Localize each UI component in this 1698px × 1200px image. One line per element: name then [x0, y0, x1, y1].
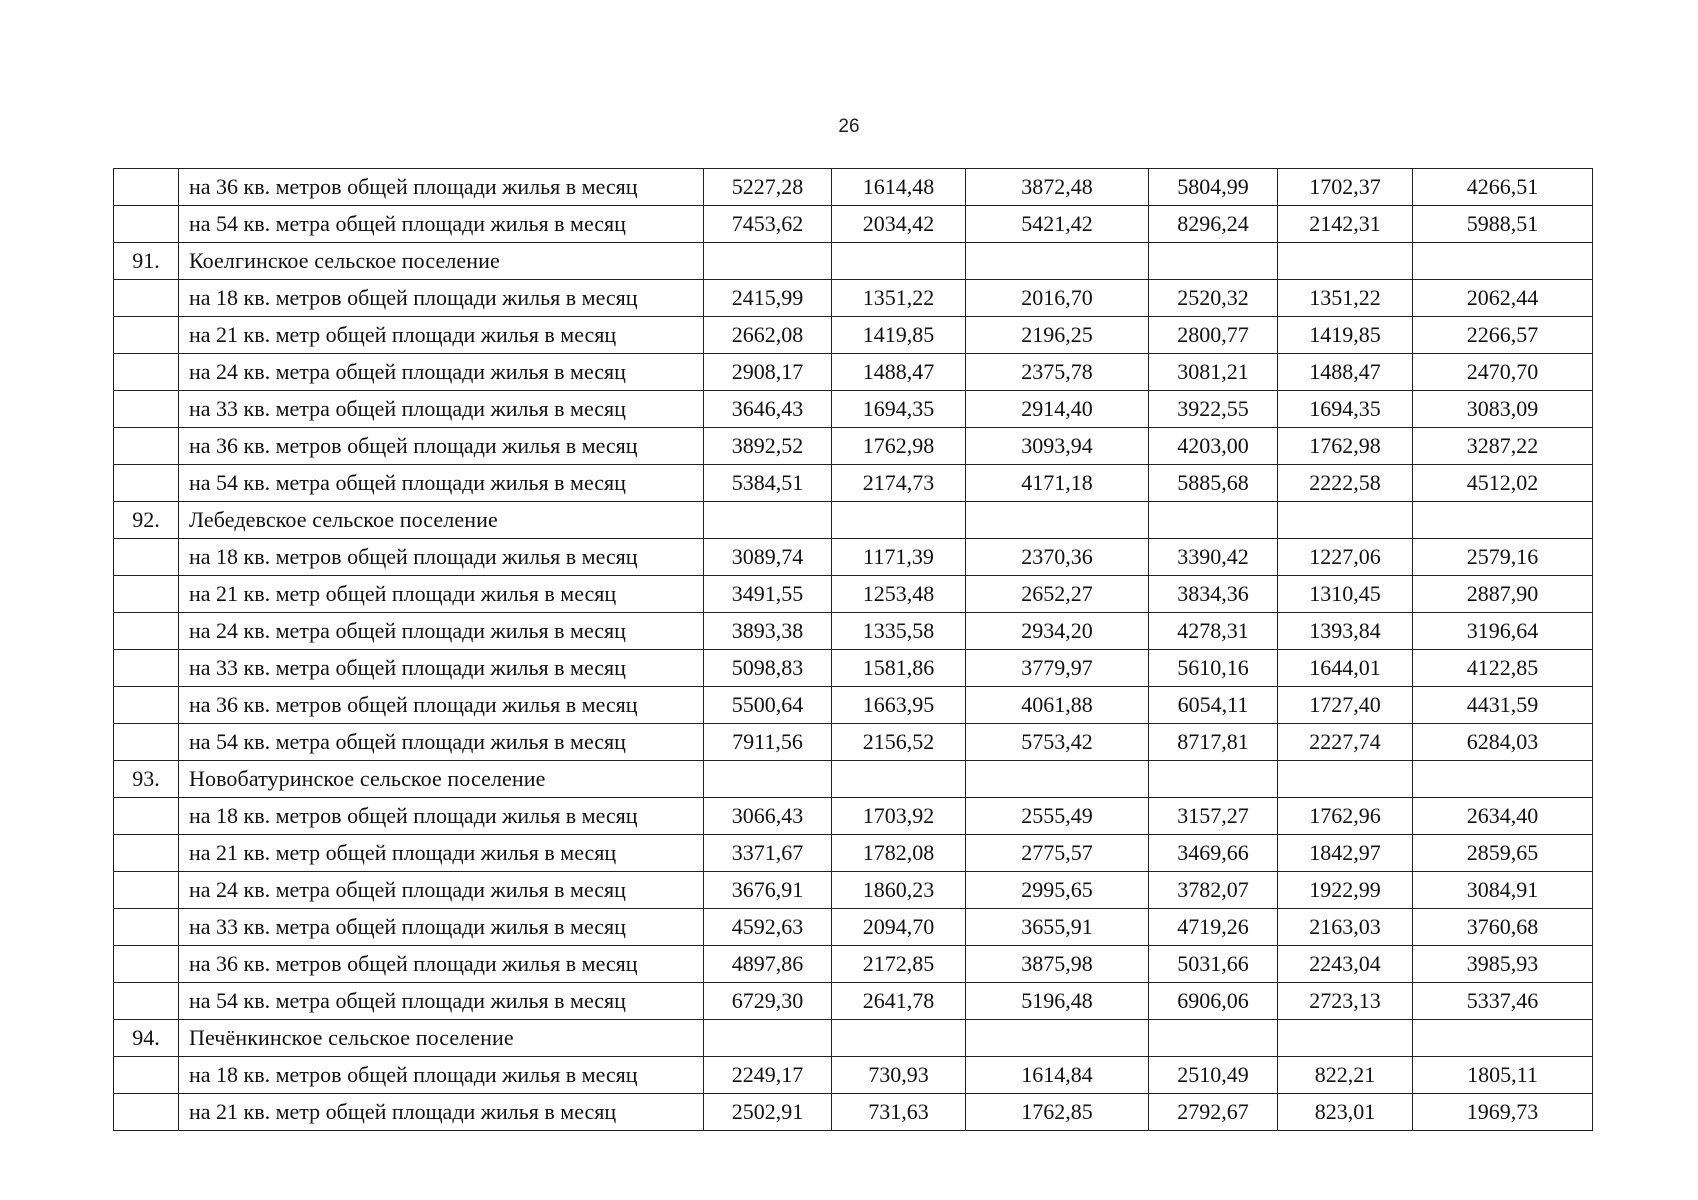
value-cell: 3157,27 [1149, 798, 1278, 835]
value-cell: 2222,58 [1278, 465, 1413, 502]
row-number-cell: 91. [114, 243, 179, 280]
value-cell [966, 761, 1149, 798]
value-cell: 3390,42 [1149, 539, 1278, 576]
value-cell: 2502,91 [704, 1094, 832, 1131]
value-cell [832, 1020, 966, 1057]
value-cell: 2142,31 [1278, 206, 1413, 243]
area-description-cell: на 24 кв. метра общей площади жилья в месяц [179, 354, 704, 391]
value-cell: 8717,81 [1149, 724, 1278, 761]
table-row [114, 983, 1593, 1020]
value-cell: 1694,35 [832, 391, 966, 428]
value-cell: 4171,18 [966, 465, 1149, 502]
value-cell: 2792,67 [1149, 1094, 1278, 1131]
value-cell: 5421,42 [966, 206, 1149, 243]
tariff-table [113, 168, 1593, 1131]
table-row [114, 539, 1593, 576]
value-cell: 4061,88 [966, 687, 1149, 724]
value-cell: 3892,52 [704, 428, 832, 465]
value-cell: 823,01 [1278, 1094, 1413, 1131]
table-row [114, 206, 1593, 243]
row-number-cell: 94. [114, 1020, 179, 1057]
settlement-name-cell: Лебедевское сельское поселение [179, 502, 704, 539]
row-number-cell [114, 539, 179, 576]
value-cell [1413, 243, 1593, 280]
value-cell: 6729,30 [704, 983, 832, 1020]
value-cell: 3872,48 [966, 169, 1149, 206]
table-row [114, 280, 1593, 317]
row-number-cell [114, 909, 179, 946]
value-cell: 822,21 [1278, 1057, 1413, 1094]
value-cell: 1762,96 [1278, 798, 1413, 835]
value-cell [704, 502, 832, 539]
value-cell: 2227,74 [1278, 724, 1413, 761]
value-cell: 2723,13 [1278, 983, 1413, 1020]
value-cell [1413, 502, 1593, 539]
area-description-cell: на 21 кв. метр общей площади жилья в месяц [179, 317, 704, 354]
row-number-cell [114, 798, 179, 835]
value-cell [1413, 761, 1593, 798]
area-description-cell: на 18 кв. метров общей площади жилья в месяц [179, 280, 704, 317]
value-cell: 1694,35 [1278, 391, 1413, 428]
value-cell: 1351,22 [1278, 280, 1413, 317]
row-number-cell: 92. [114, 502, 179, 539]
value-cell [1278, 1020, 1413, 1057]
value-cell: 1644,01 [1278, 650, 1413, 687]
value-cell: 2196,25 [966, 317, 1149, 354]
value-cell: 1488,47 [1278, 354, 1413, 391]
value-cell: 2520,32 [1149, 280, 1278, 317]
value-cell: 5610,16 [1149, 650, 1278, 687]
value-cell: 5804,99 [1149, 169, 1278, 206]
value-cell: 731,63 [832, 1094, 966, 1131]
table-row [114, 1057, 1593, 1094]
value-cell: 3760,68 [1413, 909, 1593, 946]
value-cell: 2470,70 [1413, 354, 1593, 391]
value-cell: 1171,39 [832, 539, 966, 576]
area-description-cell: на 24 кв. метра общей площади жилья в месяц [179, 872, 704, 909]
value-cell: 2579,16 [1413, 539, 1593, 576]
value-cell [966, 243, 1149, 280]
settlement-header-row [114, 1020, 1593, 1057]
value-cell: 4719,26 [1149, 909, 1278, 946]
value-cell: 2034,42 [832, 206, 966, 243]
value-cell: 2914,40 [966, 391, 1149, 428]
value-cell: 1922,99 [1278, 872, 1413, 909]
value-cell: 2662,08 [704, 317, 832, 354]
row-number-cell [114, 1094, 179, 1131]
value-cell: 2859,65 [1413, 835, 1593, 872]
value-cell: 5885,68 [1149, 465, 1278, 502]
row-number-cell [114, 169, 179, 206]
table-row [114, 835, 1593, 872]
value-cell: 1419,85 [1278, 317, 1413, 354]
value-cell: 1969,73 [1413, 1094, 1593, 1131]
row-number-cell [114, 983, 179, 1020]
row-number-cell: 93. [114, 761, 179, 798]
value-cell: 3676,91 [704, 872, 832, 909]
table-row [114, 613, 1593, 650]
value-cell: 3469,66 [1149, 835, 1278, 872]
table-row [114, 428, 1593, 465]
settlement-header-row [114, 243, 1593, 280]
table-row [114, 576, 1593, 613]
value-cell [966, 1020, 1149, 1057]
value-cell [1149, 243, 1278, 280]
settlement-header-row [114, 761, 1593, 798]
table-body [114, 169, 1593, 1131]
value-cell: 1351,22 [832, 280, 966, 317]
area-description-cell: на 18 кв. метров общей площади жилья в месяц [179, 1057, 704, 1094]
value-cell: 2995,65 [966, 872, 1149, 909]
value-cell: 2156,52 [832, 724, 966, 761]
value-cell: 5196,48 [966, 983, 1149, 1020]
row-number-cell [114, 613, 179, 650]
table-row [114, 317, 1593, 354]
value-cell: 3985,93 [1413, 946, 1593, 983]
row-number-cell [114, 687, 179, 724]
value-cell: 3834,36 [1149, 576, 1278, 613]
value-cell [1278, 761, 1413, 798]
value-cell: 2370,36 [966, 539, 1149, 576]
area-description-cell: на 33 кв. метра общей площади жилья в месяц [179, 391, 704, 428]
value-cell [966, 502, 1149, 539]
area-description-cell: на 33 кв. метра общей площади жилья в месяц [179, 650, 704, 687]
area-description-cell: на 18 кв. метров общей площади жилья в месяц [179, 539, 704, 576]
value-cell [832, 761, 966, 798]
value-cell: 1614,48 [832, 169, 966, 206]
row-number-cell [114, 391, 179, 428]
value-cell: 5227,28 [704, 169, 832, 206]
value-cell: 6054,11 [1149, 687, 1278, 724]
value-cell: 4512,02 [1413, 465, 1593, 502]
value-cell: 2016,70 [966, 280, 1149, 317]
value-cell: 2510,49 [1149, 1057, 1278, 1094]
value-cell: 1310,45 [1278, 576, 1413, 613]
value-cell: 8296,24 [1149, 206, 1278, 243]
value-cell: 5500,64 [704, 687, 832, 724]
value-cell: 1663,95 [832, 687, 966, 724]
value-cell [832, 502, 966, 539]
value-cell: 1842,97 [1278, 835, 1413, 872]
value-cell: 3655,91 [966, 909, 1149, 946]
value-cell: 730,93 [832, 1057, 966, 1094]
value-cell: 2062,44 [1413, 280, 1593, 317]
row-number-cell [114, 576, 179, 613]
area-description-cell: на 54 кв. метра общей площади жилья в месяц [179, 465, 704, 502]
value-cell: 2266,57 [1413, 317, 1593, 354]
value-cell: 3084,91 [1413, 872, 1593, 909]
value-cell: 2094,70 [832, 909, 966, 946]
row-number-cell [114, 354, 179, 391]
value-cell [832, 243, 966, 280]
value-cell: 2163,03 [1278, 909, 1413, 946]
value-cell: 1227,06 [1278, 539, 1413, 576]
value-cell: 1702,37 [1278, 169, 1413, 206]
value-cell: 3922,55 [1149, 391, 1278, 428]
row-number-cell [114, 317, 179, 354]
row-number-cell [114, 428, 179, 465]
value-cell: 3779,97 [966, 650, 1149, 687]
area-description-cell: на 36 кв. метров общей площади жилья в месяц [179, 169, 704, 206]
settlement-name-cell: Коелгинское сельское поселение [179, 243, 704, 280]
area-description-cell: на 36 кв. метров общей площади жилья в месяц [179, 687, 704, 724]
value-cell: 1762,85 [966, 1094, 1149, 1131]
row-number-cell [114, 1057, 179, 1094]
value-cell: 2634,40 [1413, 798, 1593, 835]
value-cell: 2415,99 [704, 280, 832, 317]
value-cell: 1614,84 [966, 1057, 1149, 1094]
value-cell: 1782,08 [832, 835, 966, 872]
area-description-cell: на 24 кв. метра общей площади жилья в месяц [179, 613, 704, 650]
table-row [114, 798, 1593, 835]
value-cell: 1762,98 [832, 428, 966, 465]
value-cell: 1762,98 [1278, 428, 1413, 465]
value-cell: 1488,47 [832, 354, 966, 391]
value-cell [1413, 1020, 1593, 1057]
value-cell: 1805,11 [1413, 1057, 1593, 1094]
value-cell: 4266,51 [1413, 169, 1593, 206]
table-row [114, 1094, 1593, 1131]
value-cell: 5753,42 [966, 724, 1149, 761]
row-number-cell [114, 835, 179, 872]
value-cell [1149, 761, 1278, 798]
value-cell: 1335,58 [832, 613, 966, 650]
value-cell: 5098,83 [704, 650, 832, 687]
value-cell: 2641,78 [832, 983, 966, 1020]
row-number-cell [114, 280, 179, 317]
value-cell: 3196,64 [1413, 613, 1593, 650]
value-cell: 2800,77 [1149, 317, 1278, 354]
value-cell: 3491,55 [704, 576, 832, 613]
value-cell: 5988,51 [1413, 206, 1593, 243]
area-description-cell: на 21 кв. метр общей площади жилья в месяц [179, 835, 704, 872]
settlement-name-cell: Новобатуринское сельское поселение [179, 761, 704, 798]
value-cell: 1253,48 [832, 576, 966, 613]
value-cell [704, 1020, 832, 1057]
table-row [114, 872, 1593, 909]
value-cell: 3093,94 [966, 428, 1149, 465]
value-cell: 3893,38 [704, 613, 832, 650]
value-cell: 4897,86 [704, 946, 832, 983]
value-cell: 3089,74 [704, 539, 832, 576]
value-cell [1149, 502, 1278, 539]
row-number-cell [114, 946, 179, 983]
value-cell: 4592,63 [704, 909, 832, 946]
value-cell: 2652,27 [966, 576, 1149, 613]
row-number-cell [114, 724, 179, 761]
value-cell: 2775,57 [966, 835, 1149, 872]
value-cell: 1703,92 [832, 798, 966, 835]
table-row [114, 391, 1593, 428]
row-number-cell [114, 206, 179, 243]
value-cell: 2243,04 [1278, 946, 1413, 983]
value-cell: 2249,17 [704, 1057, 832, 1094]
value-cell: 4203,00 [1149, 428, 1278, 465]
area-description-cell: на 36 кв. метров общей площади жилья в месяц [179, 946, 704, 983]
row-number-cell [114, 465, 179, 502]
area-description-cell: на 36 кв. метров общей площади жилья в месяц [179, 428, 704, 465]
area-description-cell: на 18 кв. метров общей площади жилья в месяц [179, 798, 704, 835]
table-row [114, 724, 1593, 761]
value-cell: 5337,46 [1413, 983, 1593, 1020]
value-cell: 4278,31 [1149, 613, 1278, 650]
value-cell: 2375,78 [966, 354, 1149, 391]
area-description-cell: на 54 кв. метра общей площади жилья в месяц [179, 724, 704, 761]
value-cell [1149, 1020, 1278, 1057]
area-description-cell: на 21 кв. метр общей площади жилья в месяц [179, 576, 704, 613]
value-cell: 1419,85 [832, 317, 966, 354]
value-cell: 3287,22 [1413, 428, 1593, 465]
value-cell: 7911,56 [704, 724, 832, 761]
value-cell: 4431,59 [1413, 687, 1593, 724]
value-cell: 5031,66 [1149, 946, 1278, 983]
value-cell: 2174,73 [832, 465, 966, 502]
value-cell: 3066,43 [704, 798, 832, 835]
value-cell: 1860,23 [832, 872, 966, 909]
value-cell: 7453,62 [704, 206, 832, 243]
table-row [114, 687, 1593, 724]
value-cell: 1727,40 [1278, 687, 1413, 724]
value-cell: 3371,67 [704, 835, 832, 872]
table-row [114, 650, 1593, 687]
settlement-header-row [114, 502, 1593, 539]
value-cell: 3875,98 [966, 946, 1149, 983]
page-number: 26 [838, 116, 860, 137]
value-cell [704, 243, 832, 280]
table-row [114, 465, 1593, 502]
value-cell [704, 761, 832, 798]
area-description-cell: на 54 кв. метра общей площади жилья в месяц [179, 983, 704, 1020]
settlement-name-cell: Печёнкинское сельское поселение [179, 1020, 704, 1057]
value-cell: 2887,90 [1413, 576, 1593, 613]
value-cell: 2555,49 [966, 798, 1149, 835]
value-cell: 3646,43 [704, 391, 832, 428]
value-cell [1278, 502, 1413, 539]
value-cell: 5384,51 [704, 465, 832, 502]
value-cell: 4122,85 [1413, 650, 1593, 687]
table-row [114, 909, 1593, 946]
value-cell: 3782,07 [1149, 872, 1278, 909]
area-description-cell: на 21 кв. метр общей площади жилья в месяц [179, 1094, 704, 1131]
value-cell: 6906,06 [1149, 983, 1278, 1020]
table-row [114, 169, 1593, 206]
area-description-cell: на 54 кв. метра общей площади жилья в месяц [179, 206, 704, 243]
value-cell: 1581,86 [832, 650, 966, 687]
value-cell: 2934,20 [966, 613, 1149, 650]
row-number-cell [114, 650, 179, 687]
value-cell: 2908,17 [704, 354, 832, 391]
value-cell [1278, 243, 1413, 280]
table-row [114, 946, 1593, 983]
value-cell: 3083,09 [1413, 391, 1593, 428]
area-description-cell: на 33 кв. метра общей площади жилья в месяц [179, 909, 704, 946]
value-cell: 3081,21 [1149, 354, 1278, 391]
table-row [114, 354, 1593, 391]
value-cell: 2172,85 [832, 946, 966, 983]
value-cell: 6284,03 [1413, 724, 1593, 761]
value-cell: 1393,84 [1278, 613, 1413, 650]
row-number-cell [114, 872, 179, 909]
